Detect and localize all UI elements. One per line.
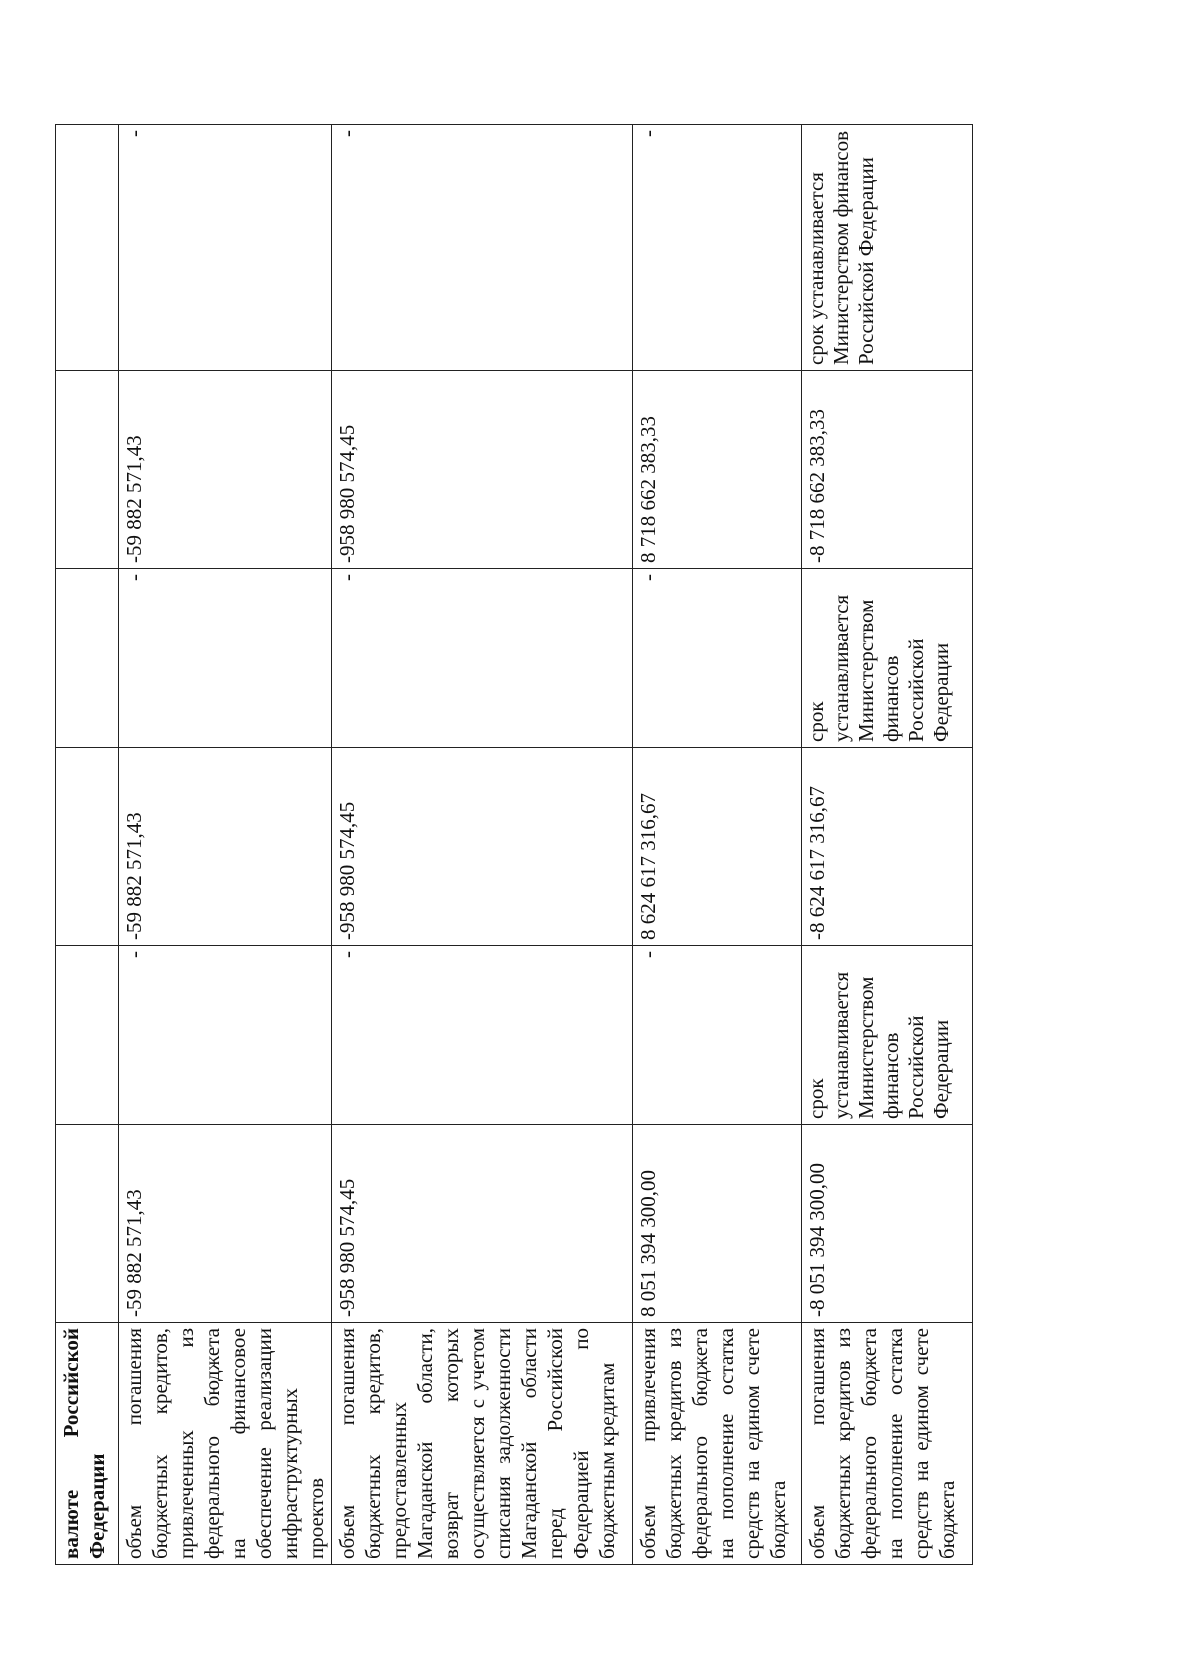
header-cell	[56, 1323, 119, 1565]
year3-term: -	[332, 125, 633, 371]
budget-credits-table	[55, 124, 973, 1565]
year2-amount: -958 980 574,45	[332, 748, 633, 946]
header-empty-cell	[56, 1125, 119, 1323]
year1-term: -	[119, 946, 332, 1125]
header-word-2: Российской	[59, 1328, 83, 1438]
table-header-row	[56, 125, 119, 1565]
year3-amount: -958 980 574,45	[332, 371, 633, 569]
year1-term: срок устанавливается Министерством финансов Российской Федерации	[802, 946, 973, 1125]
year1-amount: -8 051 394 300,00	[802, 1125, 973, 1323]
year2-amount: -59 882 571,43	[119, 748, 332, 946]
year1-term: -	[633, 946, 802, 1125]
year2-term: срок устанавливается Министерством финансов Российской Федерации	[802, 569, 973, 748]
header-empty-cell	[56, 946, 119, 1125]
header-empty-cell	[56, 569, 119, 748]
table-row	[633, 125, 802, 1565]
year2-amount: 8 624 617 316,67	[633, 748, 802, 946]
year3-amount: -59 882 571,43	[119, 371, 332, 569]
row-description: объем погашения бюджетных кредитов, предоставленных Магаданской области, возврат которых осуществляется с учетом списания задолженности Магаданской области перед Российской Федерацией по бюджетным кредитам	[332, 1323, 633, 1565]
row-description: объем погашения бюджетных кредитов, привлеченных из федерального бюджета на финансовое обеспечение реализации инфраструктурных проектов	[119, 1323, 332, 1565]
year2-amount: -8 624 617 316,67	[802, 748, 973, 946]
row-description: объем погашения бюджетных кредитов из федерального бюджета на пополнение остатка средств на едином счете бюджета	[802, 1323, 973, 1565]
year2-term: -	[633, 569, 802, 748]
year2-term: -	[332, 569, 633, 748]
year1-amount: -59 882 571,43	[119, 1125, 332, 1323]
table-row	[332, 125, 633, 1565]
year3-term: срок устанавливается Министерством финансов Российской Федерации	[802, 125, 973, 371]
header-empty-cell	[56, 371, 119, 569]
year3-amount: 8 718 662 383,33	[633, 371, 802, 569]
row-description: объем привлечения бюджетных кредитов из федерального бюджета на пополнение остатка средств на едином счете бюджета	[633, 1323, 802, 1565]
year3-term: -	[119, 125, 332, 371]
year2-term: -	[119, 569, 332, 748]
table-row	[802, 125, 973, 1565]
header-empty-cell	[56, 125, 119, 371]
table-row	[119, 125, 332, 1565]
header-line-2: Федерации	[85, 1453, 109, 1559]
rotated-document-page	[55, 125, 1015, 1565]
year3-amount: -8 718 662 383,33	[802, 371, 973, 569]
year1-amount: 8 051 394 300,00	[633, 1125, 802, 1323]
year1-term: -	[332, 946, 633, 1125]
header-empty-cell	[56, 748, 119, 946]
year1-amount: -958 980 574,45	[332, 1125, 633, 1323]
header-word-1: валюте	[59, 1489, 83, 1559]
year3-term: -	[633, 125, 802, 371]
